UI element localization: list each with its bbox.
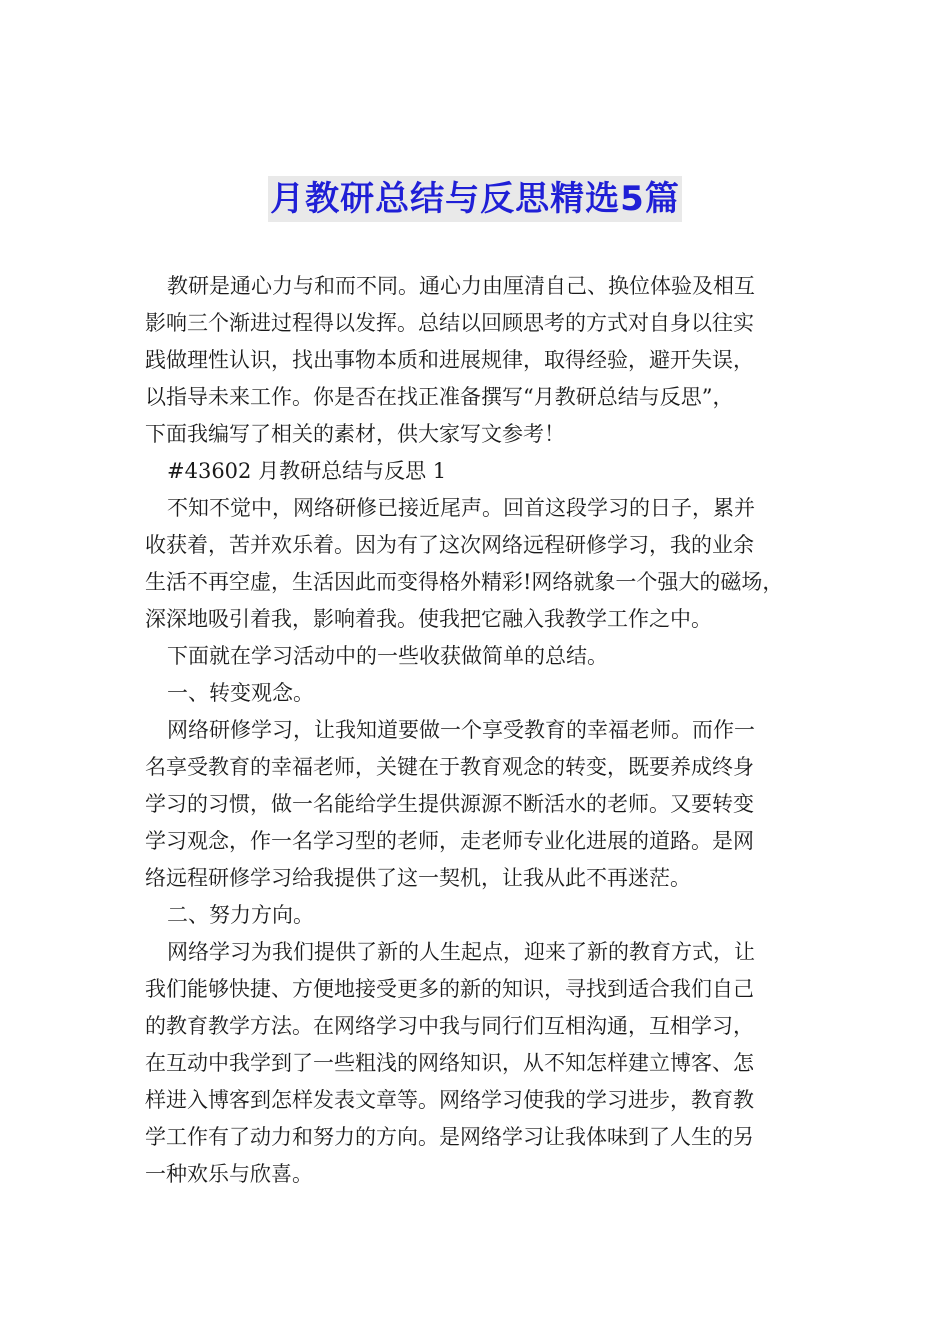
text-line: 收获着，苦并欢乐着。因为有了这次网络远程研修学习，我的业余 [145,533,754,557]
text-line: 网络学习为我们提供了新的人生起点，迎来了新的教育方式，让 [167,940,755,964]
text-line: 名享受教育的幸福老师，关键在于教育观念的转变，既要养成终身 [145,755,754,779]
text-line: 下面就在学习活动中的一些收获做简单的总结。 [167,644,608,668]
document-title: 月教研总结与反思精选5篇 [268,176,682,222]
text-line: 学习的习惯，做一名能给学生提供源源不断活水的老师。又要转变 [145,792,754,816]
text-line: 下面我编写了相关的素材，供大家写文参考！ [145,422,565,446]
text-line: 网络研修学习，让我知道要做一个享受教育的幸福老师。而作一 [167,718,755,742]
text-line: 学工作有了动力和努力的方向。是网络学习让我体味到了人生的另 [145,1125,754,1149]
text-line: 影响三个渐进过程得以发挥。总结以回顾思考的方式对自身以往实 [145,311,754,335]
text-line: 一、转变观念。 [167,681,314,705]
text-line: 在互动中我学到了一些粗浅的网络知识，从不知怎样建立博客、怎 [145,1051,754,1075]
text-line: 二、努力方向。 [167,903,314,927]
text-line: 我们能够快捷、方便地接受更多的新的知识，寻找到适合我们自己 [145,977,754,1001]
text-line: 教研是通心力与和而不同。通心力由厘清自己、换位体验及相互 [167,274,755,298]
text-line: 深深地吸引着我，影响着我。使我把它融入我教学工作之中。 [145,607,712,631]
document-body [145,268,825,1193]
text-line: 生活不再空虚，生活因此而变得格外精彩!网络就象一个强大的磁场， [145,570,784,594]
text-line: 学习观念，作一名学习型的老师，走老师专业化进展的道路。是网 [145,829,754,853]
text-line: 不知不觉中，网络研修已接近尾声。回首这段学习的日子，累并 [167,496,755,520]
text-line: 一种欢乐与欣喜。 [145,1162,313,1186]
text-line: 以指导未来工作。你是否在找正准备撰写“月教研总结与反思”， [145,385,734,409]
title-container [0,176,950,222]
text-line: 络远程研修学习给我提供了这一契机，让我从此不再迷茫。 [145,866,691,890]
text-line: 的教育教学方法。在网络学习中我与同行们互相沟通，互相学习， [145,1014,754,1038]
text-line: #43602 月教研总结与反思 1 [167,459,447,483]
text-line: 样进入博客到怎样发表文章等。网络学习使我的学习进步，教育教 [145,1088,754,1112]
text-line: 践做理性认识，找出事物本质和进展规律，取得经验，避开失误， [145,348,754,372]
